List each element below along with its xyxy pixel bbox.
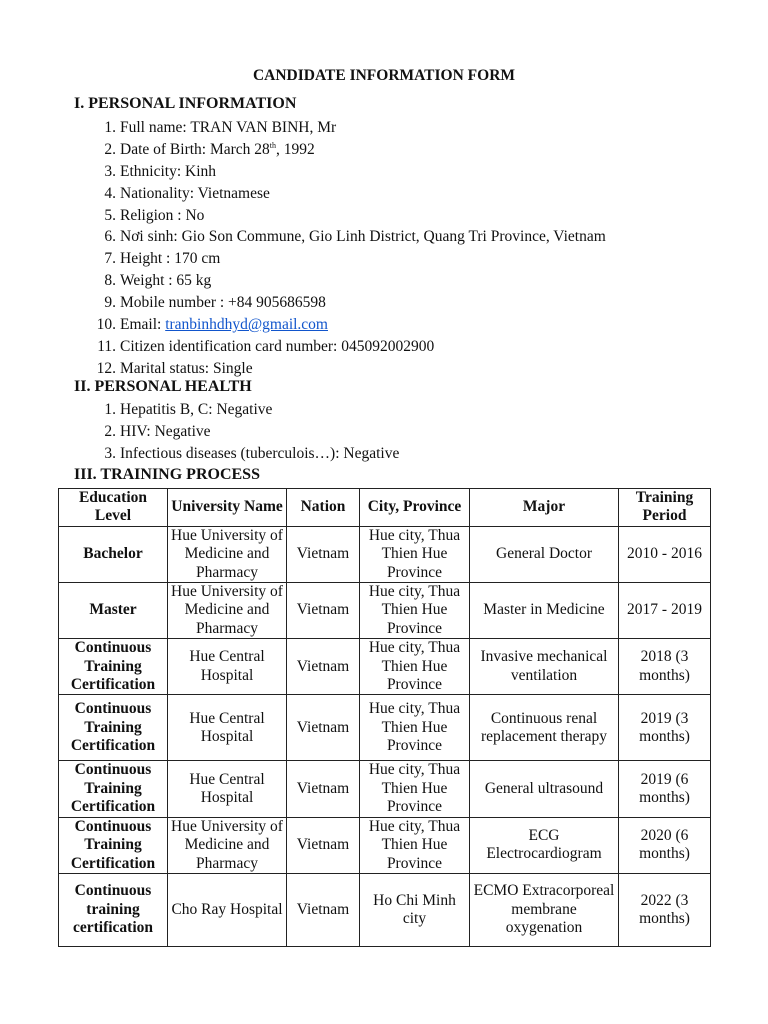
education-level-cell: Continuous Training Certification (59, 761, 168, 817)
column-header: Nation (287, 489, 360, 527)
period-cell: 2018 (3 months) (619, 639, 711, 695)
university-cell: Hue University of Medicine and Pharmacy (168, 817, 287, 873)
dob-text-after: , 1992 (276, 140, 315, 158)
university-cell: Cho Ray Hospital (168, 873, 287, 946)
city-cell: Ho Chi Minh city (360, 873, 470, 946)
table-row (59, 873, 711, 946)
table-row (59, 639, 711, 695)
date-of-birth-text (120, 139, 315, 161)
table-row (59, 583, 711, 639)
training-table (58, 488, 711, 947)
full-name-text: Full name: TRAN VAN BINH, Mr (120, 119, 337, 136)
dob-text-before: Date of Birth: March 28 (120, 140, 270, 158)
birthplace-text: Nơi sinh: Gio Son Commune, Gio Linh District, Quang Tri Province, Vietnam (120, 228, 606, 246)
item-number: 3. (104, 162, 116, 180)
university-cell: Hue Central Hospital (168, 639, 287, 695)
city-cell: Hue city, Thua Thien Hue Province (360, 761, 470, 817)
education-level-cell: Continuous training certification (59, 873, 168, 946)
period-cell: 2017 - 2019 (619, 583, 711, 639)
citizen-id-text: Citizen identification card number: 045092002900 (120, 337, 435, 355)
item-number: 10. (96, 316, 116, 334)
university-cell: Hue University of Medicine and Pharmacy (168, 583, 287, 639)
weight-text: Weight : 65 kg (120, 272, 212, 290)
item-number: 3. (104, 444, 116, 462)
dob-ordinal-suffix: th (269, 140, 277, 150)
column-header: Training Period (619, 489, 711, 527)
city-cell: Hue city, Thua Thien Hue Province (360, 639, 470, 695)
nation-cell: Vietnam (287, 817, 360, 873)
ethnicity-text: Ethnicity: Kinh (120, 162, 217, 180)
period-cell: 2019 (6 months) (619, 761, 711, 817)
item-number: 2. (104, 140, 116, 158)
period-cell: 2020 (6 months) (619, 817, 711, 873)
university-cell: Hue Central Hospital (168, 695, 287, 761)
table-row (59, 526, 711, 582)
major-cell: ECMO Extracorporeal membrane oxygenation (470, 873, 619, 946)
table-row (59, 695, 711, 761)
period-cell: 2019 (3 months) (619, 695, 711, 761)
education-level-cell: Master (59, 583, 168, 639)
item-number: 5. (104, 206, 116, 224)
form-title: CANDIDATE INFORMATION FORM (252, 67, 516, 84)
nation-cell: Vietnam (287, 761, 360, 817)
city-cell: Hue city, Thua Thien Hue Province (360, 817, 470, 873)
email-row (120, 314, 328, 336)
height-text: Height : 170 cm (120, 250, 221, 268)
item-number: 1. (104, 401, 116, 418)
mobile-number-text: Mobile number : +84 905686598 (120, 294, 326, 312)
major-cell: Invasive mechanical ventilation (470, 639, 619, 695)
period-cell: 2022 (3 months) (619, 873, 711, 946)
item-number: 11. (97, 337, 116, 355)
personal-information-heading: I. PERSONAL INFORMATION (74, 95, 297, 112)
religion-text: Religion : No (120, 206, 205, 224)
item-number: 4. (104, 184, 116, 202)
hepatitis-text: Hepatitis B, C: Negative (120, 401, 273, 418)
period-cell: 2010 - 2016 (619, 526, 711, 582)
nation-cell: Vietnam (287, 695, 360, 761)
item-number: 6. (104, 228, 116, 246)
column-header: Education Level (59, 489, 168, 527)
major-cell: General Doctor (470, 526, 619, 582)
item-number: 2. (104, 422, 116, 440)
item-number: 1. (104, 119, 116, 136)
personal-health-heading: II. PERSONAL HEALTH (74, 378, 252, 395)
nation-cell: Vietnam (287, 639, 360, 695)
city-cell: Hue city, Thua Thien Hue Province (360, 695, 470, 761)
item-number: 9. (104, 294, 116, 312)
email-label: Email: (120, 316, 166, 334)
education-level-cell: Continuous Training Certification (59, 639, 168, 695)
university-cell: Hue University of Medicine and Pharmacy (168, 526, 287, 582)
education-level-cell: Continuous Training Certification (59, 817, 168, 873)
major-cell: Master in Medicine (470, 583, 619, 639)
training-process-heading: III. TRAINING PROCESS (74, 466, 260, 483)
education-level-cell: Bachelor (59, 526, 168, 582)
table-row (59, 761, 711, 817)
nation-cell: Vietnam (287, 873, 360, 946)
item-number: 12. (96, 359, 116, 377)
email-link[interactable]: tranbinhdhyd@gmail.com (165, 316, 328, 334)
city-cell: Hue city, Thua Thien Hue Province (360, 526, 470, 582)
table-header-row (59, 489, 711, 527)
major-cell: ECG Electrocardiogram (470, 817, 619, 873)
university-cell: Hue Central Hospital (168, 761, 287, 817)
infectious-diseases-text: Infectious diseases (tuberculois…): Negative (120, 444, 400, 462)
column-header: City, Province (360, 489, 470, 527)
hiv-text: HIV: Negative (120, 422, 211, 440)
column-header: University Name (168, 489, 287, 527)
city-cell: Hue city, Thua Thien Hue Province (360, 583, 470, 639)
education-level-cell: Continuous Training Certification (59, 695, 168, 761)
major-cell: Continuous renal replacement therapy (470, 695, 619, 761)
column-header: Major (470, 489, 619, 527)
nation-cell: Vietnam (287, 526, 360, 582)
item-number: 7. (104, 250, 116, 268)
marital-status-text: Marital status: Single (120, 359, 253, 377)
nationality-text: Nationality: Vietnamese (120, 184, 270, 202)
nation-cell: Vietnam (287, 583, 360, 639)
item-number: 8. (104, 272, 116, 290)
major-cell: General ultrasound (470, 761, 619, 817)
table-row (59, 817, 711, 873)
